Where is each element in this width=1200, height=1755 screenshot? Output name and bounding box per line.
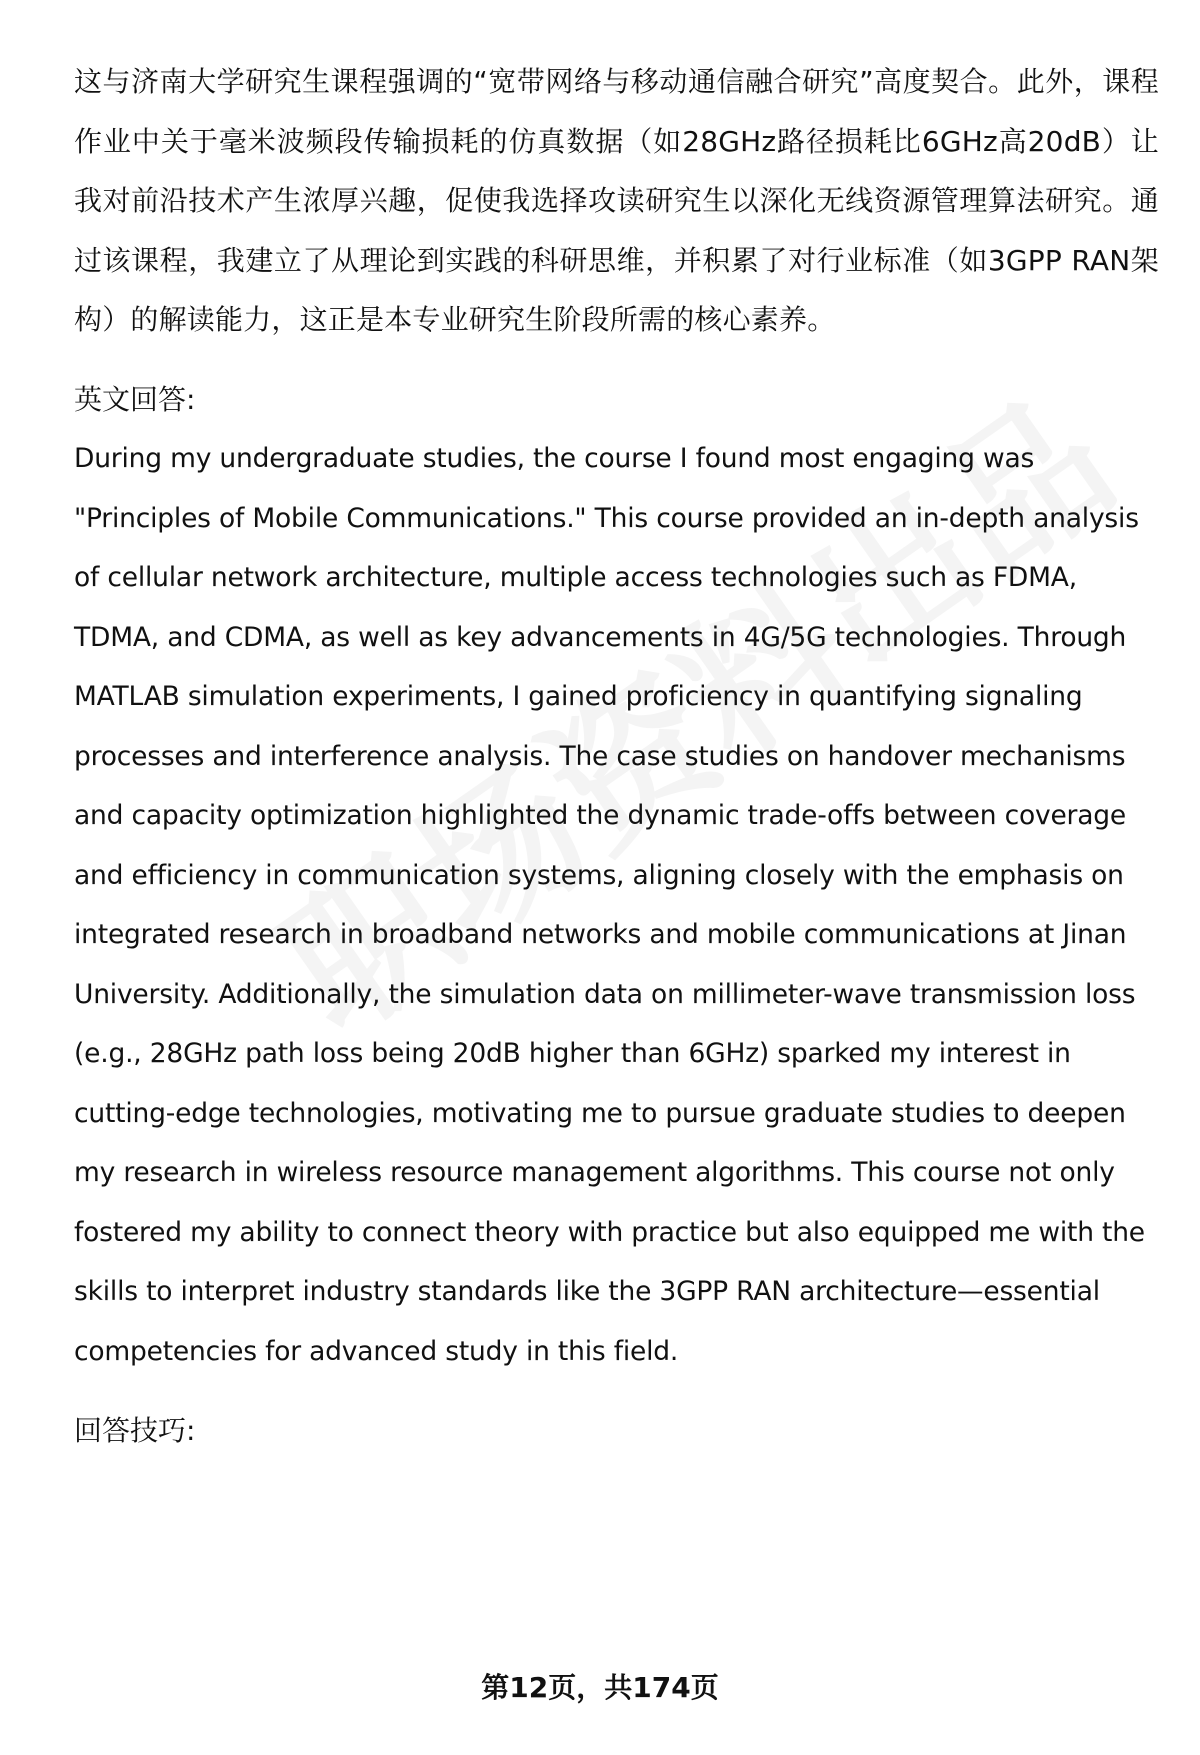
document-content [74,52,1159,1461]
english-answer-paragraph: During my undergraduate studies, the course I found most engaging was "Principles of Mobile Communications." This course provided an in-depth analysis of cellular network architecture, multiple access technologies such as FDMA, TDMA, and CDMA, as well as key advancements in 4G/5G technologies. Through MATLAB simulation experiments, I gained proficiency in quantifying signaling processes and interference analysis. The case studies on handover mechanisms and capacity optimization highlighted the dynamic trade-offs between coverage and efficiency in communication systems, aligning closely with the emphasis on integrated research in broadband networks and mobile communications at Jinan University. Additionally, the simulation data on millimeter-wave transmission loss (e.g., 28GHz path loss being 20dB higher than 6GHz) sparked my interest in cutting-edge technologies, motivating me to pursue graduate studies to deepen my research in wireless resource management algorithms. This course not only fostered my ability to connect theory with practice but also equipped me with the skills to interpret industry standards like the 3GPP RAN architecture—essential competencies for advanced study in this field. [74,443,1145,1367]
english-answer-label: 英文回答: [74,382,196,416]
answer-tips-label: 回答技巧: [74,1414,196,1447]
page-indicator: 第12页，共174页 [481,1671,719,1704]
chinese-answer-paragraph: 这与济南大学研究生课程强调的“宽带网络与移动通信融合研究”高度契合。此外，课程作业中关于毫米波频段传输损耗的仿真数据（如28GHz路径损耗比6GHz高20dB）让我对前沿技术产生浓厚兴趣，促使我选择攻读研究生以深化无线资源管理算法研究。通过该课程，我建立了从理论到实践的科研思维，并积累了对行业标准（如3GPP RAN架构）的解读能力，这正是本专业研究生阶段所需的核心素养。 [74,65,1159,336]
